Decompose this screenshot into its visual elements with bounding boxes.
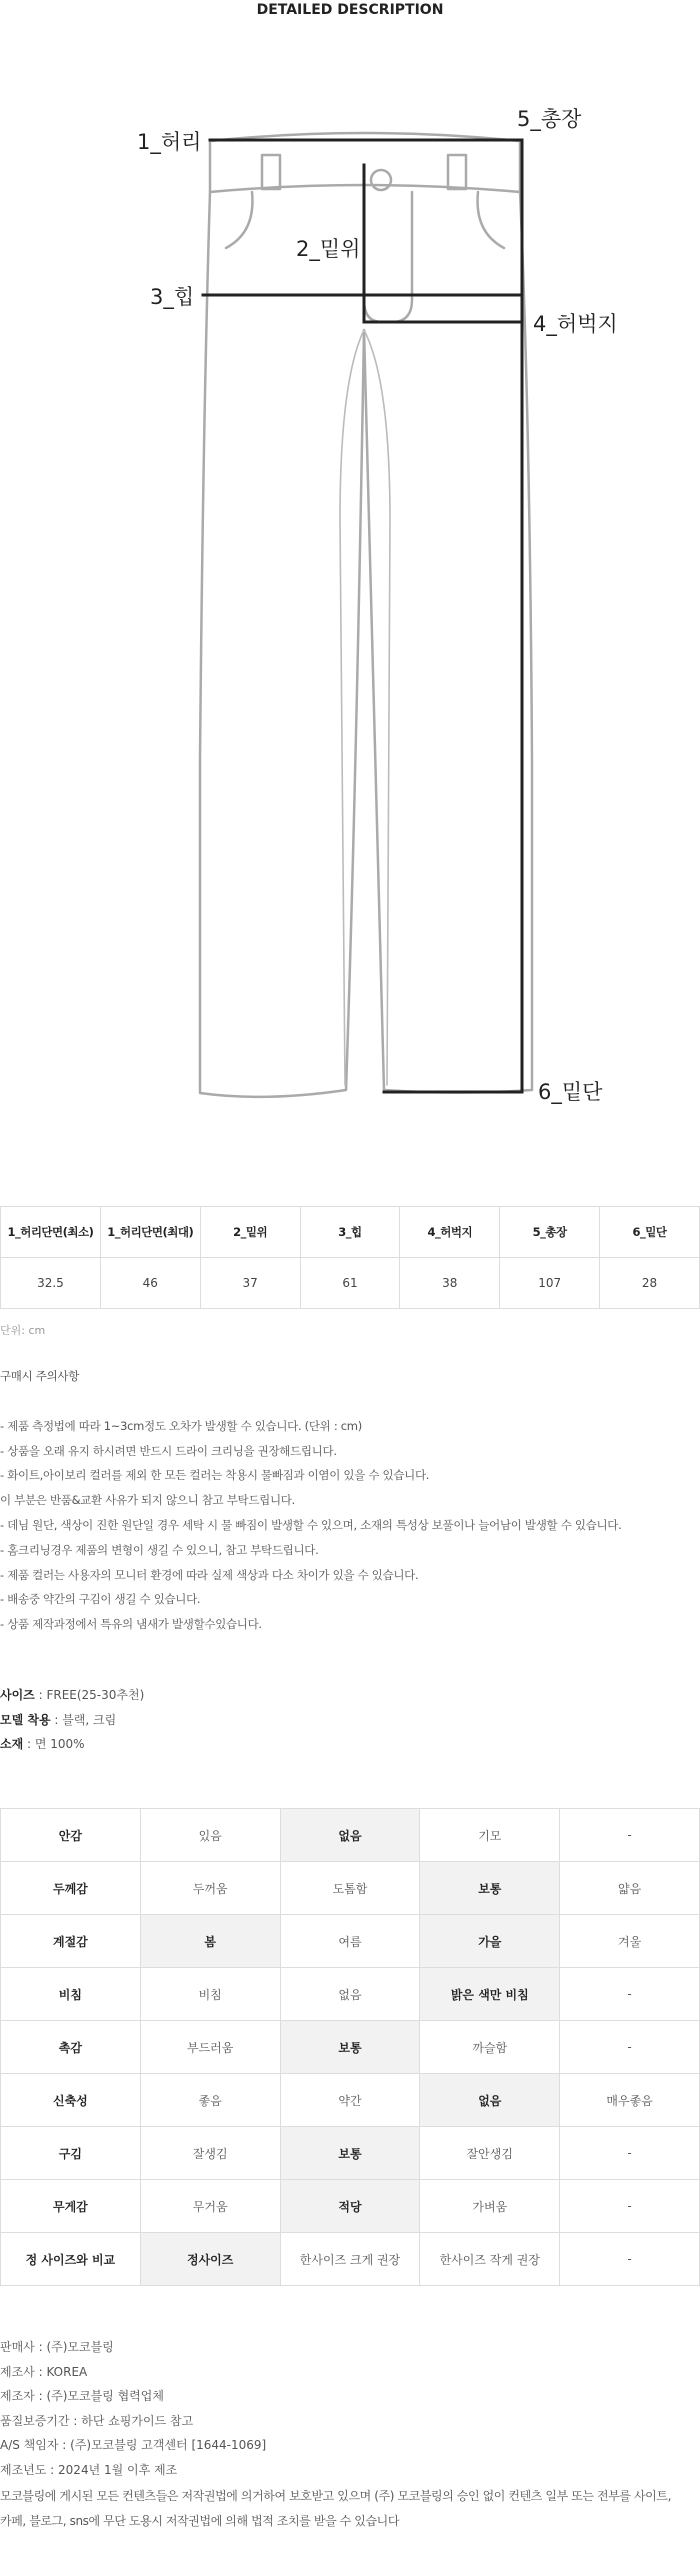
notice-item: - 상품 제작과정에서 특유의 냄새가 발생할수있습니다. bbox=[0, 1617, 262, 1632]
feel-row bbox=[1, 1809, 700, 1862]
feel-option: - bbox=[560, 2180, 700, 2233]
fabric-feel-table bbox=[0, 1808, 700, 2286]
purchase-notice bbox=[0, 1364, 700, 1637]
feel-option: 도톰함 bbox=[280, 1862, 420, 1915]
header-cell: 1_허리단면(최대) bbox=[100, 1207, 200, 1258]
notice-item: 이 부분은 반품&교환 사유가 되지 않으니 참고 부탁드립니다. bbox=[0, 1493, 295, 1508]
header-cell: 2_밑위 bbox=[200, 1207, 300, 1258]
header-cell: 1_허리단면(최소) bbox=[1, 1207, 101, 1258]
feel-row bbox=[1, 2233, 700, 2286]
header-cell: 6_밑단 bbox=[600, 1207, 700, 1258]
feel-option: 기모 bbox=[420, 1809, 560, 1862]
value-cell: 28 bbox=[600, 1258, 700, 1309]
info-model bbox=[0, 1708, 144, 1733]
feel-option: 한사이즈 작게 권장 bbox=[420, 2233, 560, 2286]
feel-attribute-label: 구김 bbox=[1, 2127, 141, 2180]
feel-option-selected: 가을 bbox=[420, 1915, 560, 1968]
copyright-notice bbox=[0, 2484, 700, 2534]
label-rise: 2_밑위 bbox=[296, 237, 361, 261]
footer-line: 품질보증기간 : 하단 쇼핑가이드 참고 bbox=[0, 2413, 194, 2428]
feel-row bbox=[1, 1915, 700, 1968]
info-material-value: : 면 100% bbox=[23, 1737, 85, 1751]
label-length: 5_총장 bbox=[517, 107, 582, 131]
feel-option-selected: 봄 bbox=[140, 1915, 280, 1968]
feel-option: 부드러움 bbox=[140, 2021, 280, 2074]
feel-row bbox=[1, 2021, 700, 2074]
notice-item: - 상품을 오래 유지 하시려면 반드시 드라이 크리닝을 권장해드립니다. bbox=[0, 1443, 337, 1458]
feel-option: 비침 bbox=[140, 1968, 280, 2021]
footer-line: A/S 책임자 : (주)모코블링 고객센터 [1644-1069] bbox=[0, 2438, 267, 2452]
feel-option: 겨울 bbox=[560, 1915, 700, 1968]
feel-row bbox=[1, 2074, 700, 2127]
feel-attribute-label: 신축성 bbox=[1, 2074, 141, 2127]
feel-option-selected: 보통 bbox=[280, 2127, 420, 2180]
feel-option: 까슬함 bbox=[420, 2021, 560, 2074]
feel-attribute-label: 정 사이즈와 비교 bbox=[1, 2233, 141, 2286]
feel-option: 한사이즈 크게 권장 bbox=[280, 2233, 420, 2286]
footer-line: 제조자 : (주)모코블링 협력업체 bbox=[0, 2389, 164, 2403]
info-model-value: : 블랙, 크림 bbox=[50, 1712, 117, 1727]
feel-attribute-label: 계절감 bbox=[1, 1915, 141, 1968]
info-material-label: 소재 bbox=[0, 1737, 24, 1751]
feel-attribute-label: 안감 bbox=[1, 1809, 141, 1862]
feel-option: - bbox=[560, 2127, 700, 2180]
value-cell: 38 bbox=[400, 1258, 500, 1309]
feel-row bbox=[1, 1968, 700, 2021]
feel-row bbox=[1, 2127, 700, 2180]
size-table-value-row bbox=[1, 1258, 700, 1309]
value-cell: 32.5 bbox=[1, 1258, 101, 1309]
feel-option: 없음 bbox=[280, 1968, 420, 2021]
header-cell: 3_힙 bbox=[300, 1207, 400, 1258]
feel-option: 잘안생김 bbox=[420, 2127, 560, 2180]
value-cell: 46 bbox=[100, 1258, 200, 1309]
feel-attribute-label: 비침 bbox=[1, 1968, 141, 2021]
feel-option: 두꺼움 bbox=[140, 1862, 280, 1915]
feel-option: 좋음 bbox=[140, 2074, 280, 2127]
footer-line: 제조사 : KOREA bbox=[0, 2364, 88, 2379]
notice-title: 구매시 주의사항 bbox=[0, 1369, 80, 1383]
feel-option-selected: 보통 bbox=[420, 1862, 560, 1915]
measurement-lines bbox=[203, 140, 522, 1092]
label-hem: 6_밑단 bbox=[538, 1080, 603, 1104]
notice-item: - 화이트,아이보리 컬러를 제외 한 모든 컬러는 착용시 물빠짐과 이염이 있을 수 있습니다. bbox=[0, 1468, 430, 1483]
info-size-value: : FREE(25-30추천) bbox=[34, 1688, 145, 1702]
feel-row bbox=[1, 1862, 700, 1915]
info-size bbox=[0, 1683, 144, 1708]
size-table-header-row bbox=[1, 1207, 700, 1258]
feel-option-selected: 적당 bbox=[280, 2180, 420, 2233]
label-waist: 1_허리 bbox=[137, 130, 202, 154]
feel-option: 무거움 bbox=[140, 2180, 280, 2233]
feel-option: 잘생김 bbox=[140, 2127, 280, 2180]
product-info bbox=[0, 1683, 144, 1757]
feel-option: - bbox=[560, 1809, 700, 1862]
pants-measurement-diagram bbox=[0, 40, 700, 1120]
value-cell: 37 bbox=[200, 1258, 300, 1309]
info-size-label: 사이즈 bbox=[0, 1688, 35, 1702]
feel-option: - bbox=[560, 2021, 700, 2074]
value-cell: 107 bbox=[500, 1258, 600, 1309]
info-model-label: 모델 착용 bbox=[0, 1712, 51, 1727]
page-title: DETAILED DESCRIPTION bbox=[256, 2, 444, 18]
notice-item: - 홈크리닝경우 제품의 변형이 생길 수 있으니, 참고 부탁드립니다. bbox=[0, 1542, 319, 1557]
feel-option-selected: 정사이즈 bbox=[140, 2233, 280, 2286]
feel-option: 가벼움 bbox=[420, 2180, 560, 2233]
value-cell: 61 bbox=[300, 1258, 400, 1309]
notice-item: - 배송중 약간의 구김이 생길 수 있습니다. bbox=[0, 1592, 201, 1607]
feel-option: 약간 bbox=[280, 2074, 420, 2127]
feel-option: 얇음 bbox=[560, 1862, 700, 1915]
feel-attribute-label: 촉감 bbox=[1, 2021, 141, 2074]
feel-option: - bbox=[560, 2233, 700, 2286]
footer-line: 제조년도 : 2024년 1월 이후 제조 bbox=[0, 2462, 178, 2477]
feel-option: 매우좋음 bbox=[560, 2074, 700, 2127]
unit-note: 단위: cm bbox=[0, 1324, 46, 1337]
feel-attribute-label: 두께감 bbox=[1, 1862, 141, 1915]
feel-attribute-label: 무게감 bbox=[1, 2180, 141, 2233]
product-legal-info bbox=[0, 2335, 266, 2482]
feel-option-selected: 없음 bbox=[420, 2074, 560, 2127]
pants-outline bbox=[200, 133, 532, 1097]
footer-line: 판매사 : (주)모코블링 bbox=[0, 2340, 114, 2354]
feel-option-selected: 보통 bbox=[280, 2021, 420, 2074]
feel-option: - bbox=[560, 1968, 700, 2021]
notice-item: - 제품 컬러는 사용자의 모니터 환경에 따라 실제 색상과 다소 차이가 있을 수 있습니다. bbox=[0, 1567, 419, 1582]
feel-option-selected: 없음 bbox=[280, 1809, 420, 1862]
size-table bbox=[0, 1206, 700, 1309]
copyright-line: 카페, 블로그, sns에 무단 도용시 저작권법에 의해 법적 조치를 받을 수 있습니다 bbox=[0, 2514, 400, 2528]
copyright-line: 모코블링에 게시된 모든 컨텐츠들은 저작권법에 의거하여 보호받고 있으며 (주) 모코블링의 승인 없이 컨텐츠 일부 또는 전부를 사이트, bbox=[0, 2489, 671, 2503]
feel-option: 있음 bbox=[140, 1809, 280, 1862]
header-cell: 5_총장 bbox=[500, 1207, 600, 1258]
feel-option: 여름 bbox=[280, 1915, 420, 1968]
notice-item: - 제품 측정법에 따라 1~3cm정도 오차가 발생할 수 있습니다. (단위 : cm) bbox=[0, 1418, 362, 1433]
label-hip: 3_힙 bbox=[150, 285, 195, 309]
notice-item: - 데님 원단, 색상이 진한 원단일 경우 세탁 시 물 빠짐이 발생할 수 있으며, 소재의 특성상 보풀이나 늘어남이 발생할 수 있습니다. bbox=[0, 1517, 622, 1532]
label-thigh: 4_허벅지 bbox=[533, 312, 618, 336]
feel-row bbox=[1, 2180, 700, 2233]
info-material bbox=[0, 1732, 144, 1757]
feel-option-selected: 밝은 색만 비침 bbox=[420, 1968, 560, 2021]
header-cell: 4_허벅지 bbox=[400, 1207, 500, 1258]
